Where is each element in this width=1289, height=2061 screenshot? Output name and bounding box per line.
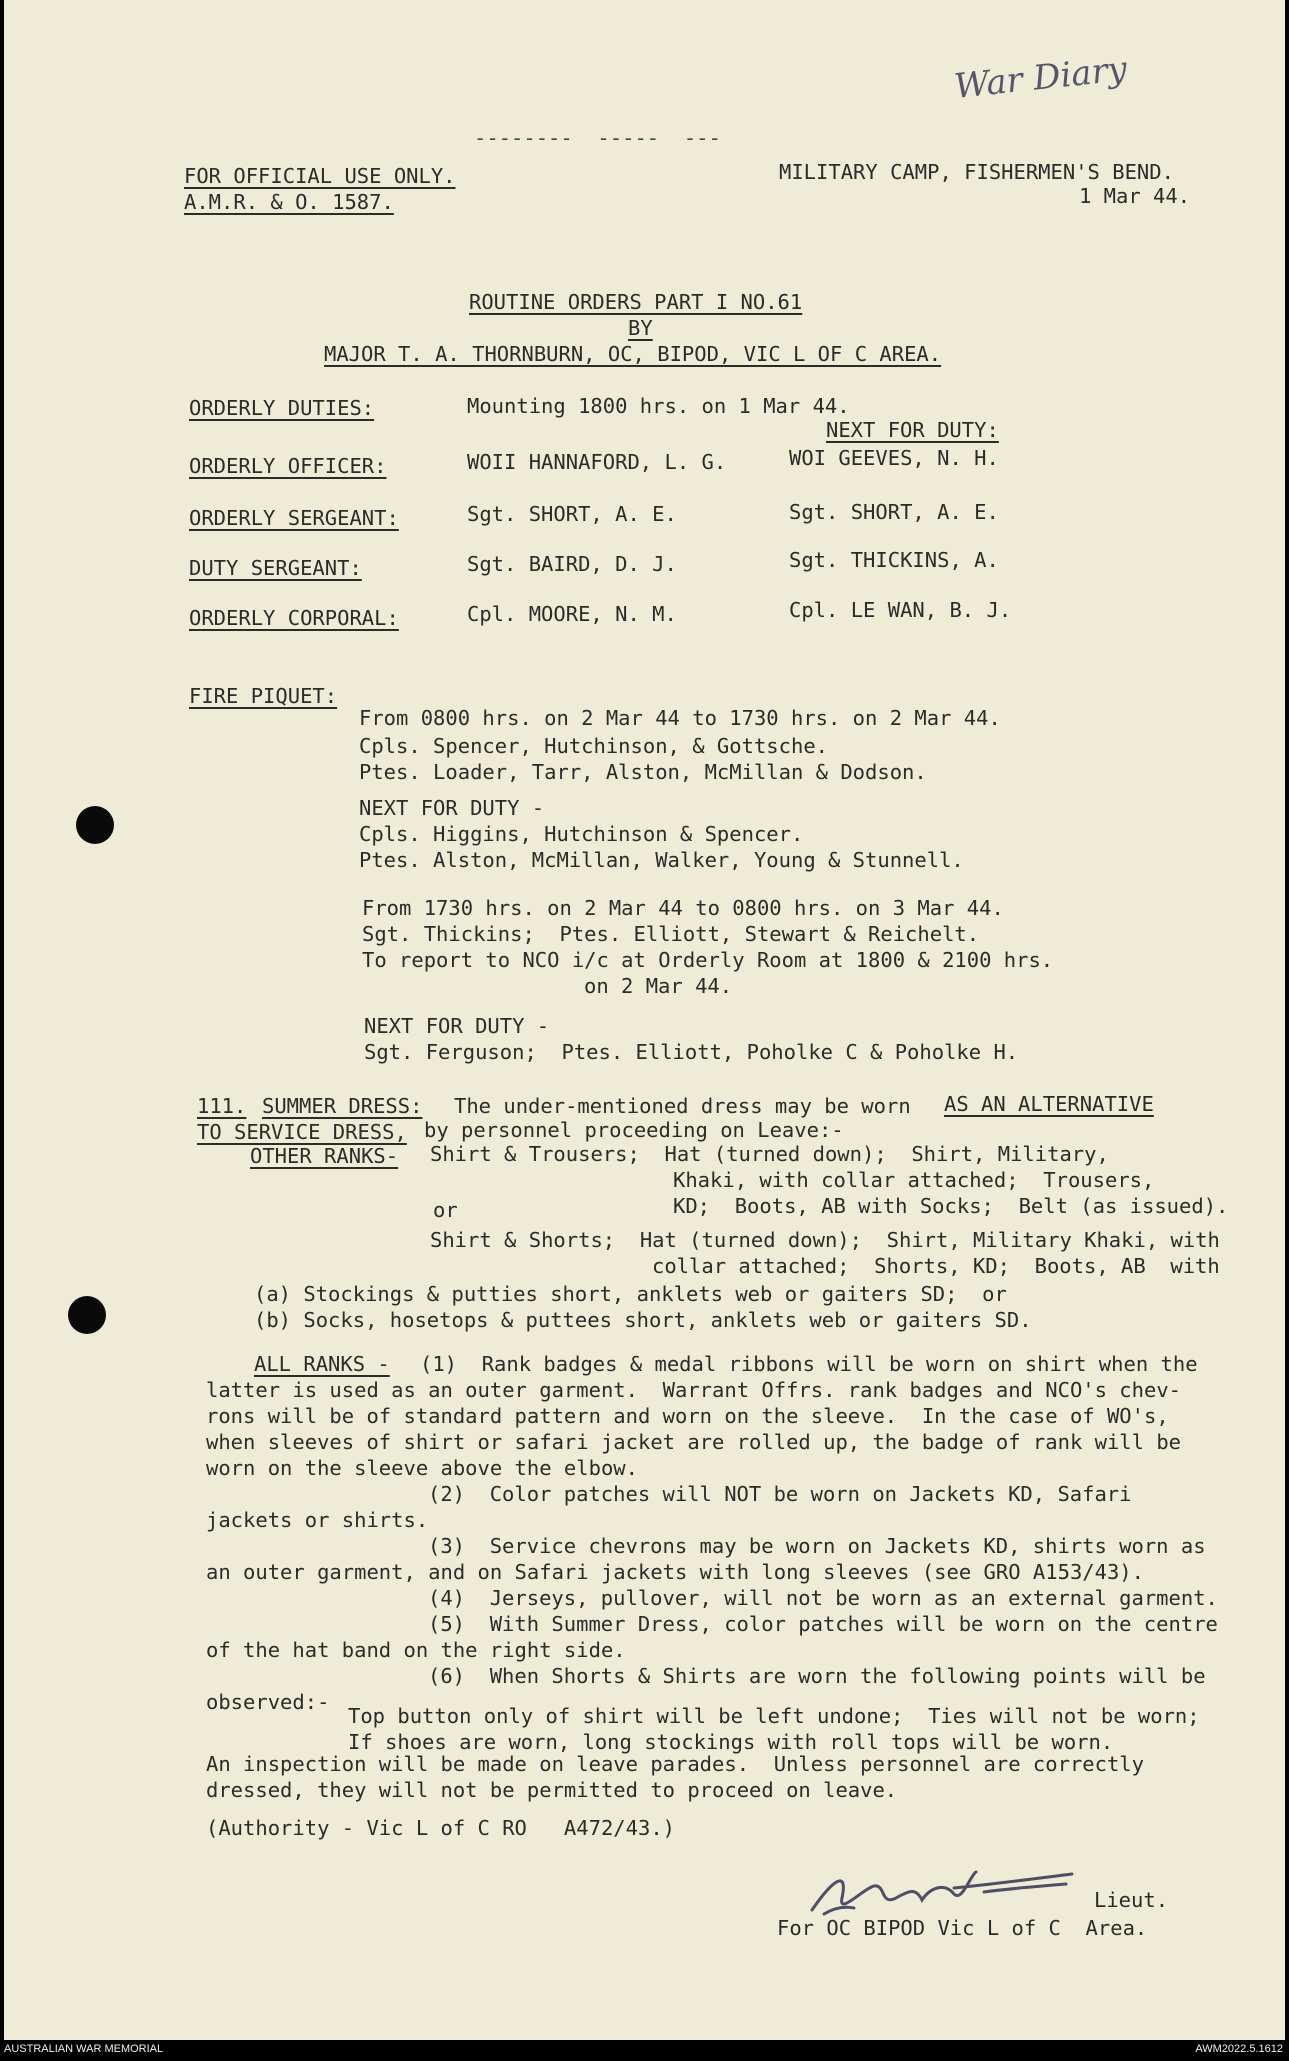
rule-line: latter is used as an outer garment. Warrant Offrs. rank badges and NCO's chev-: [206, 1378, 1182, 1402]
header-location: MILITARY CAMP, FISHERMEN'S BEND.: [779, 160, 1174, 184]
duty-current: Sgt. BAIRD, D. J.: [467, 552, 677, 576]
footer-institution: AUSTRALIAN WAR MEMORIAL: [4, 2043, 164, 2055]
mounting-text: Mounting 1800 hrs. on 1 Mar 44.: [467, 394, 850, 418]
summer-dress-service: TO SERVICE DRESS,: [197, 1120, 407, 1144]
header-date: 1 Mar 44.: [1079, 184, 1191, 208]
other-ranks-label: OTHER RANKS-: [250, 1144, 399, 1168]
stray-mark: -------- ----- ---: [474, 126, 721, 150]
rule-line: rons will be of standard pattern and worn on the sleeve. In the case of WO's,: [206, 1404, 1169, 1428]
signature-for-line: For OC BIPOD Vic L of C Area.: [777, 1916, 1148, 1940]
rule-line: (4) Jerseys, pullover, will not be worn as an external garment.: [428, 1586, 1218, 1610]
fire-piquet-line: From 1730 hrs. on 2 Mar 44 to 0800 hrs. on 3 Mar 44.: [362, 896, 1004, 920]
item-number: 111.: [197, 1094, 247, 1118]
rule-line: (1) Rank badges & medal ribbons will be worn on shirt when the: [420, 1352, 1198, 1376]
duty-current: Sgt. SHORT, A. E.: [467, 502, 677, 526]
dress-option-line: Khaki, with collar attached; Trousers,: [673, 1168, 1155, 1192]
dress-sub-a: (a) Stockings & putties short, anklets web or gaiters SD; or: [254, 1282, 1007, 1306]
duty-role: ORDERLY SERGEANT:: [189, 506, 399, 530]
punch-hole: [68, 1296, 106, 1334]
rule-line: dressed, they will not be permitted to proceed on leave.: [206, 1778, 898, 1802]
fire-piquet-line: Ptes. Alston, McMillan, Walker, Young & Stunnell.: [359, 848, 964, 872]
summer-dress-alternative: AS AN ALTERNATIVE: [944, 1092, 1154, 1116]
rule-line: Top button only of shirt will be left undone; Ties will not be worn;: [348, 1704, 1200, 1728]
authority-line: (Authority - Vic L of C RO A472/43.): [206, 1816, 675, 1840]
rule-line: when sleeves of shirt or safari jacket are rolled up, the badge of rank will be: [206, 1430, 1182, 1454]
header-amr: A.M.R. & O. 1587.: [184, 190, 394, 214]
punch-hole: [76, 806, 114, 844]
rule-line: If shoes are worn, long stockings with roll tops will be worn.: [348, 1730, 1114, 1754]
fire-piquet-line: on 2 Mar 44.: [584, 974, 733, 998]
summer-dress-intro2: by personnel proceeding on Leave:-: [424, 1118, 844, 1142]
fire-piquet-line: Sgt. Thickins; Ptes. Elliott, Stewart & Reichelt.: [362, 922, 980, 946]
duty-current: Cpl. MOORE, N. M.: [467, 602, 677, 626]
duty-role: ORDERLY OFFICER:: [189, 454, 387, 478]
rule-line: (5) With Summer Dress, color patches will be worn on the centre: [428, 1612, 1218, 1636]
rule-line: worn on the sleeve above the elbow.: [206, 1456, 638, 1480]
fire-piquet-line: NEXT FOR DUTY -: [364, 1014, 550, 1038]
header-official-use: FOR OFFICIAL USE ONLY.: [184, 164, 456, 188]
summer-dress-intro: The under-mentioned dress may be worn: [454, 1094, 911, 1118]
fire-piquet-line: Cpls. Higgins, Hutchinson & Spencer.: [359, 822, 804, 846]
duty-next: WOI GEEVES, N. H.: [789, 446, 999, 470]
document-page: [4, 0, 1285, 2040]
rule-line: an outer garment, and on Safari jackets with long sleeves (see GRO A153/43).: [206, 1560, 1144, 1584]
duty-next: Cpl. LE WAN, B. J.: [789, 598, 1012, 622]
title-routine-orders: ROUTINE ORDERS PART I NO.61: [469, 290, 803, 314]
fire-piquet-line: Cpls. Spencer, Hutchinson, & Gottsche.: [359, 734, 828, 758]
summer-dress-heading: SUMMER DRESS:: [262, 1094, 423, 1118]
duty-role: ORDERLY CORPORAL:: [189, 606, 399, 630]
signature-rank: Lieut.: [1094, 1888, 1169, 1912]
duty-role: DUTY SERGEANT:: [189, 556, 362, 580]
rule-line: (6) When Shorts & Shirts are worn the following points will be: [428, 1664, 1206, 1688]
fire-piquet-label: FIRE PIQUET:: [189, 684, 338, 708]
dress-or: or: [433, 1198, 458, 1222]
duty-current: WOII HANNAFORD, L. G.: [467, 450, 727, 474]
dress-option-line: Shirt & Trousers; Hat (turned down); Shirt, Military,: [430, 1142, 1109, 1166]
fire-piquet-line: To report to NCO i/c at Orderly Room at 1800 & 2100 hrs.: [362, 948, 1054, 972]
rule-line: (3) Service chevrons may be worn on Jackets KD, shirts worn as: [428, 1534, 1206, 1558]
rule-line: (2) Color patches will NOT be worn on Jackets KD, Safari: [428, 1482, 1132, 1506]
fire-piquet-line: Sgt. Ferguson; Ptes. Elliott, Poholke C & Poholke H.: [364, 1040, 1019, 1064]
title-issuer: MAJOR T. A. THORNBURN, OC, BIPOD, VIC L OF C AREA.: [324, 342, 942, 366]
rule-line: jackets or shirts.: [206, 1508, 429, 1532]
rule-line: of the hat band on the right side.: [206, 1638, 626, 1662]
footer-bar: [0, 2040, 1289, 2061]
duty-next: Sgt. THICKINS, A.: [789, 548, 999, 572]
war-diary-annotation: War Diary: [952, 49, 1129, 107]
next-for-duty-header: NEXT FOR DUTY:: [826, 418, 999, 442]
orderly-duties-label: ORDERLY DUTIES:: [189, 396, 375, 420]
dress-option-line: collar attached; Shorts, KD; Boots, AB with: [652, 1254, 1220, 1278]
fire-piquet-line: From 0800 hrs. on 2 Mar 44 to 1730 hrs. on 2 Mar 44.: [359, 706, 1001, 730]
footer-accession: AWM2022.5.1612: [1195, 2043, 1283, 2055]
dress-sub-b: (b) Socks, hosetops & puttees short, anklets web or gaiters SD.: [254, 1308, 1032, 1332]
fire-piquet-line: Ptes. Loader, Tarr, Alston, McMillan & Dodson.: [359, 760, 927, 784]
duty-next: Sgt. SHORT, A. E.: [789, 500, 999, 524]
dress-option-line: KD; Boots, AB with Socks; Belt (as issued).: [673, 1194, 1229, 1218]
rule-line: observed:-: [206, 1690, 330, 1714]
fire-piquet-line: NEXT FOR DUTY -: [359, 796, 545, 820]
title-by: BY: [628, 316, 653, 340]
all-ranks-label: ALL RANKS -: [254, 1352, 390, 1376]
rule-line: An inspection will be made on leave parades. Unless personnel are correctly: [206, 1752, 1144, 1776]
dress-option-line: Shirt & Shorts; Hat (turned down); Shirt, Military Khaki, with: [430, 1228, 1220, 1252]
